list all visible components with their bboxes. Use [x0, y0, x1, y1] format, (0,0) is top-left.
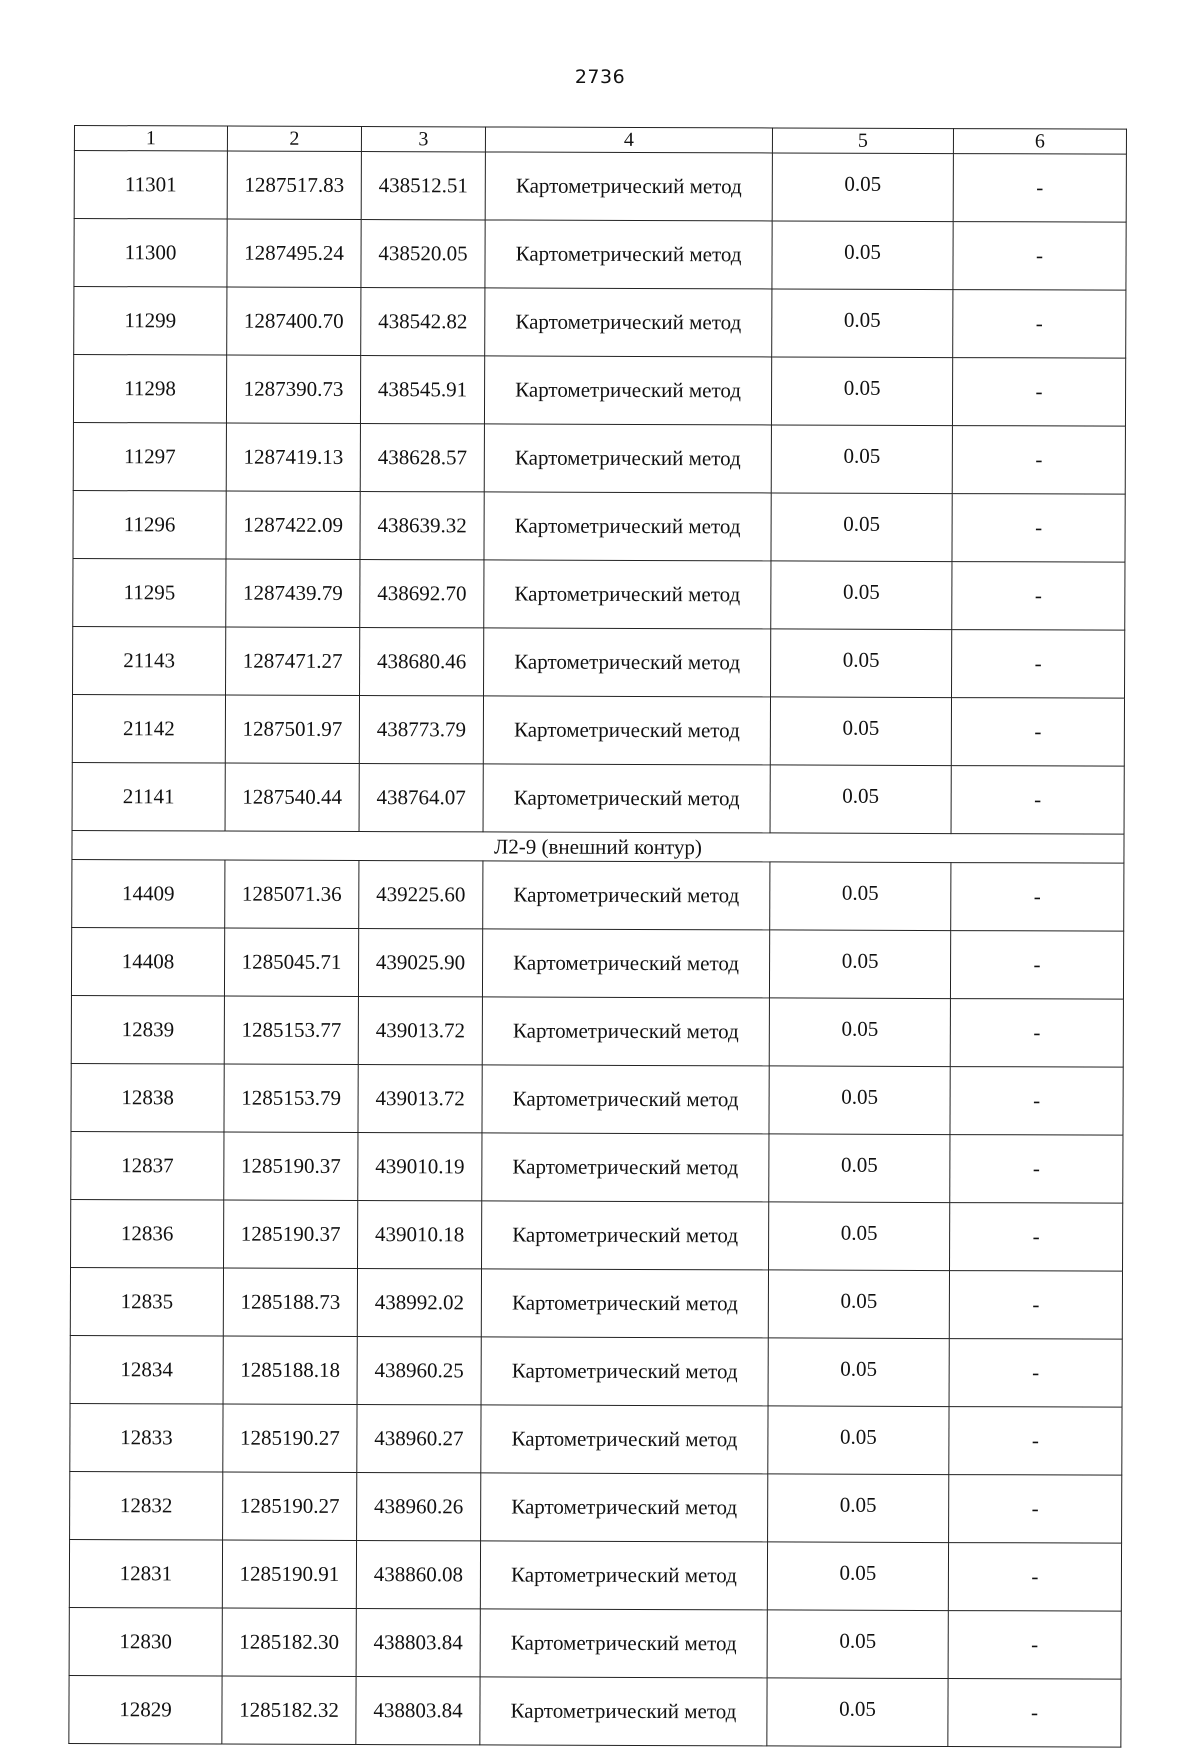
x-coordinate-cell: 1285190.37 [224, 1132, 358, 1200]
note-cell: - [953, 154, 1126, 223]
method-cell: Картометрический метод [482, 1201, 769, 1270]
note-cell: - [949, 1407, 1122, 1476]
table-row [71, 1199, 1123, 1271]
x-coordinate-cell: 1287501.97 [225, 695, 359, 763]
method-cell: Картометрический метод [480, 1609, 767, 1678]
table-row [70, 1267, 1122, 1339]
y-coordinate-cell: 439013.72 [358, 1064, 482, 1132]
method-cell: Картометрический метод [485, 152, 772, 221]
accuracy-cell: 0.05 [768, 1338, 949, 1407]
table-row [73, 558, 1125, 630]
method-cell: Картометрический метод [480, 1541, 767, 1610]
point-number-cell: 11295 [73, 558, 226, 627]
y-coordinate-cell: 438960.25 [357, 1336, 481, 1404]
note-cell: - [948, 1679, 1121, 1748]
y-coordinate-cell: 438545.91 [360, 356, 484, 424]
accuracy-cell: 0.05 [769, 998, 950, 1067]
accuracy-cell: 0.05 [771, 561, 952, 630]
table-row [71, 927, 1123, 999]
point-number-cell: 21142 [72, 694, 225, 763]
column-number-header: 4 [485, 127, 772, 153]
point-number-cell: 12835 [70, 1267, 223, 1336]
method-cell: Картометрический метод [484, 424, 771, 493]
table-row [71, 995, 1123, 1067]
note-cell: - [950, 1203, 1123, 1272]
x-coordinate-cell: 1285071.36 [225, 860, 359, 928]
x-coordinate-cell: 1287439.79 [226, 559, 360, 627]
point-number-cell: 12832 [70, 1471, 223, 1540]
point-number-cell: 21143 [73, 626, 226, 695]
point-number-cell: 11300 [74, 219, 227, 288]
accuracy-cell: 0.05 [771, 493, 952, 562]
note-cell: - [952, 358, 1125, 427]
y-coordinate-cell: 438628.57 [360, 424, 484, 492]
accuracy-cell: 0.05 [772, 289, 953, 358]
table-row [72, 762, 1124, 834]
x-coordinate-cell: 1285190.27 [223, 1472, 357, 1540]
x-coordinate-cell: 1285182.30 [222, 1608, 356, 1676]
y-coordinate-cell: 438960.26 [357, 1472, 481, 1540]
note-cell: - [951, 863, 1124, 932]
method-cell: Картометрический метод [482, 1133, 769, 1202]
method-cell: Картометрический метод [482, 929, 769, 998]
column-number-row [74, 126, 1126, 155]
y-coordinate-cell: 439010.18 [358, 1200, 482, 1268]
x-coordinate-cell: 1285190.27 [223, 1404, 357, 1472]
table-row [71, 1131, 1123, 1203]
y-coordinate-cell: 438960.27 [357, 1404, 481, 1472]
point-number-cell: 12829 [69, 1675, 222, 1744]
x-coordinate-cell: 1285045.71 [224, 928, 358, 996]
y-coordinate-cell: 438680.46 [360, 628, 484, 696]
accuracy-cell: 0.05 [772, 153, 953, 222]
accuracy-cell: 0.05 [771, 357, 952, 426]
method-cell: Картометрический метод [481, 1473, 768, 1542]
x-coordinate-cell: 1287422.09 [226, 491, 360, 559]
accuracy-cell: 0.05 [770, 765, 951, 834]
point-number-cell: 11297 [73, 422, 226, 491]
x-coordinate-cell: 1285190.91 [222, 1540, 356, 1608]
table-row [72, 694, 1124, 766]
table-row [73, 626, 1125, 698]
x-coordinate-cell: 1285153.77 [224, 996, 358, 1064]
y-coordinate-cell: 438992.02 [357, 1268, 481, 1336]
x-coordinate-cell: 1287400.70 [227, 287, 361, 355]
table-row [69, 1675, 1121, 1747]
note-cell: - [952, 426, 1125, 495]
point-number-cell: 11299 [74, 287, 227, 356]
note-cell: - [952, 494, 1125, 563]
y-coordinate-cell: 439025.90 [358, 928, 482, 996]
note-cell: - [949, 1271, 1122, 1340]
method-cell: Картометрический метод [481, 1337, 768, 1406]
table-row [69, 1607, 1121, 1679]
x-coordinate-cell: 1287390.73 [226, 355, 360, 423]
table-row [73, 422, 1125, 494]
table-body [69, 126, 1127, 1748]
y-coordinate-cell: 438639.32 [360, 492, 484, 560]
y-coordinate-cell: 438803.84 [356, 1676, 480, 1744]
point-number-cell: 11296 [73, 490, 226, 559]
note-cell: - [950, 1135, 1123, 1204]
note-cell: - [951, 698, 1124, 767]
section-header-row [72, 830, 1124, 863]
y-coordinate-cell: 439225.60 [359, 860, 483, 928]
column-number-header: 2 [227, 126, 361, 151]
point-number-cell: 14408 [71, 927, 224, 996]
accuracy-cell: 0.05 [768, 1406, 949, 1475]
method-cell: Картометрический метод [485, 288, 772, 357]
y-coordinate-cell: 438520.05 [361, 220, 485, 288]
point-number-cell: 14409 [72, 859, 225, 928]
point-number-cell: 21141 [72, 762, 225, 831]
y-coordinate-cell: 438803.84 [356, 1608, 480, 1676]
table-row [70, 1335, 1122, 1407]
x-coordinate-cell: 1285188.73 [223, 1268, 357, 1336]
y-coordinate-cell: 438773.79 [359, 696, 483, 764]
coordinates-table [68, 125, 1127, 1748]
x-coordinate-cell: 1287471.27 [226, 627, 360, 695]
x-coordinate-cell: 1287540.44 [225, 763, 359, 831]
x-coordinate-cell: 1285190.37 [224, 1200, 358, 1268]
note-cell: - [951, 766, 1124, 835]
table-row [70, 1403, 1122, 1475]
column-number-header: 1 [74, 126, 227, 152]
method-cell: Картометрический метод [484, 356, 771, 425]
table-row [73, 490, 1125, 562]
point-number-cell: 12834 [70, 1335, 223, 1404]
y-coordinate-cell: 438764.07 [359, 763, 483, 831]
point-number-cell: 12836 [71, 1199, 224, 1268]
note-cell: - [950, 931, 1123, 1000]
note-cell: - [948, 1611, 1121, 1680]
accuracy-cell: 0.05 [769, 930, 950, 999]
point-number-cell: 12837 [71, 1131, 224, 1200]
note-cell: - [950, 1067, 1123, 1136]
note-cell: - [950, 999, 1123, 1068]
table-row [69, 1539, 1121, 1611]
method-cell: Картометрический метод [483, 764, 770, 833]
point-number-cell: 11301 [74, 151, 227, 220]
table-row [71, 1063, 1123, 1135]
y-coordinate-cell: 438542.82 [361, 288, 485, 356]
method-cell: Картометрический метод [484, 492, 771, 561]
y-coordinate-cell: 438512.51 [361, 152, 485, 220]
point-number-cell: 11298 [73, 355, 226, 424]
accuracy-cell: 0.05 [767, 1542, 948, 1611]
accuracy-cell: 0.05 [769, 1134, 950, 1203]
method-cell: Картометрический метод [480, 1677, 767, 1746]
accuracy-cell: 0.05 [769, 1202, 950, 1271]
method-cell: Картометрический метод [484, 628, 771, 697]
accuracy-cell: 0.05 [768, 1474, 949, 1543]
accuracy-cell: 0.05 [771, 425, 952, 494]
y-coordinate-cell: 439013.72 [358, 996, 482, 1064]
column-number-header: 6 [953, 129, 1126, 155]
column-number-header: 5 [772, 128, 953, 154]
accuracy-cell: 0.05 [768, 1270, 949, 1339]
note-cell: - [952, 630, 1125, 699]
note-cell: - [948, 1543, 1121, 1612]
accuracy-cell: 0.05 [767, 1678, 948, 1747]
accuracy-cell: 0.05 [772, 221, 953, 290]
accuracy-cell: 0.05 [767, 1610, 948, 1679]
accuracy-cell: 0.05 [769, 1066, 950, 1135]
point-number-cell: 12839 [71, 995, 224, 1064]
note-cell: - [953, 290, 1126, 359]
point-number-cell: 12833 [70, 1403, 223, 1472]
y-coordinate-cell: 438860.08 [356, 1540, 480, 1608]
x-coordinate-cell: 1287517.83 [227, 151, 361, 219]
column-number-header: 3 [361, 127, 485, 152]
coordinates-table-container [68, 125, 1127, 1748]
note-cell: - [949, 1339, 1122, 1408]
y-coordinate-cell: 438692.70 [360, 560, 484, 628]
table-row [74, 287, 1126, 359]
accuracy-cell: 0.05 [770, 697, 951, 766]
section-title: Л2-9 (внешний контур) [72, 830, 1124, 863]
table-row [70, 1471, 1122, 1543]
method-cell: Картометрический метод [481, 1269, 768, 1338]
table-row [73, 355, 1125, 427]
table-row [74, 151, 1126, 223]
x-coordinate-cell: 1287495.24 [227, 219, 361, 287]
point-number-cell: 12838 [71, 1063, 224, 1132]
method-cell: Картометрический метод [482, 1065, 769, 1134]
y-coordinate-cell: 439010.19 [358, 1132, 482, 1200]
x-coordinate-cell: 1285153.79 [224, 1064, 358, 1132]
point-number-cell: 12831 [69, 1539, 222, 1608]
method-cell: Картометрический метод [482, 997, 769, 1066]
note-cell: - [953, 222, 1126, 291]
method-cell: Картометрический метод [483, 696, 770, 765]
x-coordinate-cell: 1285182.32 [222, 1676, 356, 1744]
method-cell: Картометрический метод [484, 560, 771, 629]
point-number-cell: 12830 [69, 1607, 222, 1676]
note-cell: - [949, 1475, 1122, 1544]
page-number: 2736 [574, 66, 626, 88]
method-cell: Картометрический метод [481, 1405, 768, 1474]
method-cell: Картометрический метод [483, 861, 770, 930]
table-row [74, 219, 1126, 291]
table-row [72, 859, 1124, 931]
x-coordinate-cell: 1285188.18 [223, 1336, 357, 1404]
method-cell: Картометрический метод [485, 220, 772, 289]
accuracy-cell: 0.05 [770, 862, 951, 931]
note-cell: - [952, 562, 1125, 631]
x-coordinate-cell: 1287419.13 [226, 423, 360, 491]
accuracy-cell: 0.05 [771, 629, 952, 698]
